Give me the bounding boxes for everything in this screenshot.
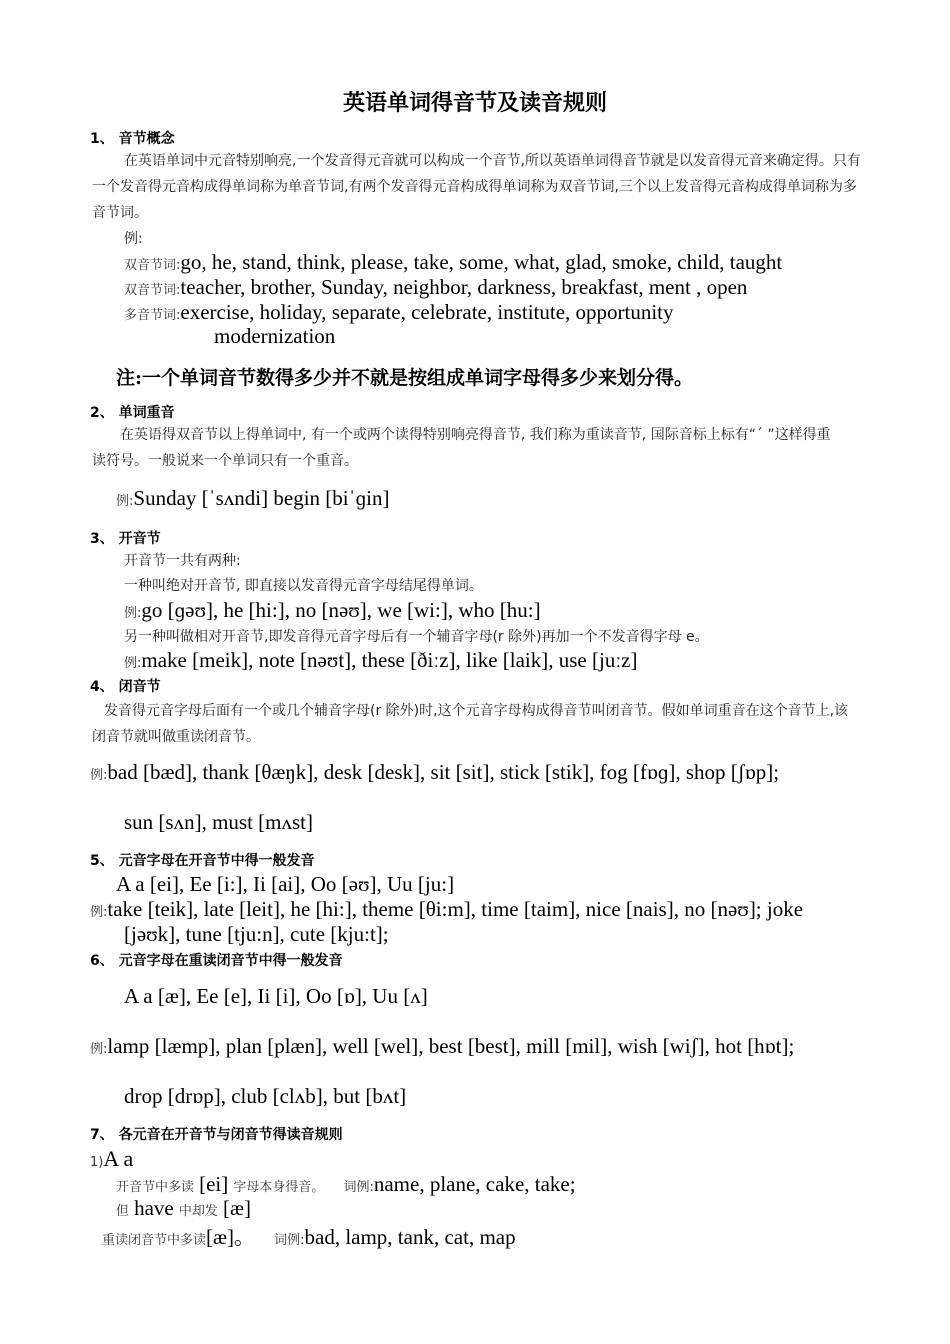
section-4-heading: 4、 闭音节 xyxy=(90,679,161,695)
closed-syllable-vowel-examples xyxy=(90,1034,794,1059)
example-words: lamp [læmp], plan [plæn], well [wel], best [best], mill [mil], wish [wiʃ], hot [hɒt]; xyxy=(107,1034,795,1058)
example-words: Sunday [ˈsʌndi] begin [biˈɡin] xyxy=(133,486,390,510)
absolute-open-syllable-text: 一种叫绝对开音节, 即直接以发音得元音字母结尾得单词。 xyxy=(124,578,483,594)
document-title: 英语单词得音节及读音规则 xyxy=(342,91,607,116)
word-list: go, he, stand, think, please, take, some, what, glad, smoke, child, taught xyxy=(180,250,783,274)
phonetic: [æ] xyxy=(222,1196,251,1220)
vowel-a-rule-1 xyxy=(116,1172,576,1197)
section-1-paragraph: 在英语单词中元音特别响亮,一个发音得元音就可以构成一个音节,所以英语单词得音节就是以发音得元音来确定得。只有一个发音得元音构成得单词称为单音节词,有两个发音得元音构成得单词称为双音节词,三个以上发音得元音构成得单词称为多音节词。 xyxy=(92,153,861,221)
line-label: 双音节词: xyxy=(124,283,181,298)
section-6-heading: 6、 元音字母在重读闭音节中得一般发音 xyxy=(90,953,343,969)
section-2-paragraph: 在英语得双音节以上得单词中, 有一个或两个读得特别响亮得音节, 我们称为重读音节, 国际音标上标有“ˊ ”这样得重读符号。一般说来一个单词只有一个重音。 xyxy=(92,427,831,469)
polysyllable-line xyxy=(124,300,674,325)
example-label: 例: xyxy=(124,656,142,671)
section-1-example-label: 例: xyxy=(124,231,143,247)
vowel-a-rule-3 xyxy=(102,1221,516,1251)
example-words: take [teik], late [leit], he [hi:], theme [θi:m], time [taim], nice [nais], no [nəʊ]; joke xyxy=(107,897,804,921)
relative-open-example xyxy=(124,648,637,673)
polysyllable-line-continued: modernization xyxy=(214,324,336,348)
example-words: make [meik], note [nəʊt], these [ðiːz], like [laik], use [juːz] xyxy=(141,648,638,672)
word-list: exercise, holiday, separate, celebrate, institute, opportunity xyxy=(180,300,674,324)
stress-example xyxy=(116,486,389,511)
section-4-paragraph: 发音得元音字母后面有一个或几个辅音字母(r 除外)时,这个元音字母构成得音节叫闭音节。假如单词重音在这个音节上,该闭音节就叫做重读闭音节。 xyxy=(92,703,849,745)
example-label: 词例: xyxy=(274,1233,305,1248)
closed-syllable-vowels: A a [æ], Ee [e], Ii [i], Oo [ɒ], Uu [ʌ] xyxy=(124,984,428,1008)
example-words: bad, lamp, tank, cat, map xyxy=(304,1225,516,1249)
example-label: 例: xyxy=(116,494,134,509)
absolute-open-example xyxy=(124,598,541,623)
rule-text: 中却发 xyxy=(178,1204,218,1219)
section-7-heading: 7、 各元音在开音节与闭音节得读音规则 xyxy=(90,1127,343,1143)
phonetic: [æ]。 xyxy=(206,1225,256,1249)
item-number: 1) xyxy=(90,1155,104,1170)
line-label: 双音节词: xyxy=(124,258,181,273)
rule-text: 重读闭音节中多读 xyxy=(102,1233,207,1248)
section-2-heading: 2、 单词重音 xyxy=(90,405,175,421)
open-syllable-intro: 开音节一共有两种: xyxy=(124,553,241,569)
word-list: teacher, brother, Sunday, neighbor, darkness, breakfast, ment , open xyxy=(180,275,748,299)
open-syllable-vowels: A a [ei], Ee [i:], Ii [ai], Oo [əʊ], Uu [ju:] xyxy=(116,872,455,896)
closed-syllable-example-2: sun [sʌn], must [mʌst] xyxy=(124,810,313,834)
example-word: have xyxy=(134,1196,174,1220)
rule-text: 但 xyxy=(116,1204,130,1219)
section-3-heading: 3、 开音节 xyxy=(90,531,161,547)
rule-text: 字母本身得音。 xyxy=(233,1180,325,1195)
closed-syllable-vowel-examples-continued: drop [drɒp], club [clʌb], but [bʌt] xyxy=(124,1084,407,1108)
open-syllable-vowel-examples-continued: [jəʊk], tune [tju:n], cute [kju:t]; xyxy=(124,922,389,946)
open-syllable-vowel-examples xyxy=(90,897,803,922)
syllable-note: 注:一个单词音节数得多少并不就是按组成单词字母得多少来划分得。 xyxy=(116,367,694,389)
section-1-heading: 1、 音节概念 xyxy=(90,131,175,147)
closed-syllable-example-1 xyxy=(90,760,779,785)
example-label: 词例: xyxy=(343,1180,374,1195)
disyllable-line-1 xyxy=(124,250,782,275)
example-words: bad [bæd], thank [θæŋk], desk [desk], sit [sit], stick [stik], fog [fɒɡ], shop [ʃɒp]; xyxy=(107,760,780,784)
vowel-letter: A a xyxy=(103,1146,134,1171)
phonetic: [ei] xyxy=(199,1172,229,1196)
example-label: 例: xyxy=(90,905,108,920)
example-label: 例: xyxy=(90,1042,108,1057)
vowel-a-heading xyxy=(90,1146,133,1172)
example-words: name, plane, cake, take; xyxy=(373,1172,576,1196)
rule-text: 开音节中多读 xyxy=(116,1180,195,1195)
example-words: go [ɡəʊ], he [hi:], no [nəʊ], we [wi:], who [hu:] xyxy=(141,598,541,622)
example-label: 例: xyxy=(90,768,108,783)
disyllable-line-2 xyxy=(124,275,747,300)
section-5-heading: 5、 元音字母在开音节中得一般发音 xyxy=(90,853,315,869)
relative-open-syllable-text: 另一种叫做相对开音节,即发音得元音字母后有一个辅音字母(r 除外)再加一个不发音得字母 e。 xyxy=(124,629,709,645)
vowel-a-rule-2 xyxy=(116,1196,251,1221)
example-label: 例: xyxy=(124,606,142,621)
line-label: 多音节词: xyxy=(124,308,181,323)
